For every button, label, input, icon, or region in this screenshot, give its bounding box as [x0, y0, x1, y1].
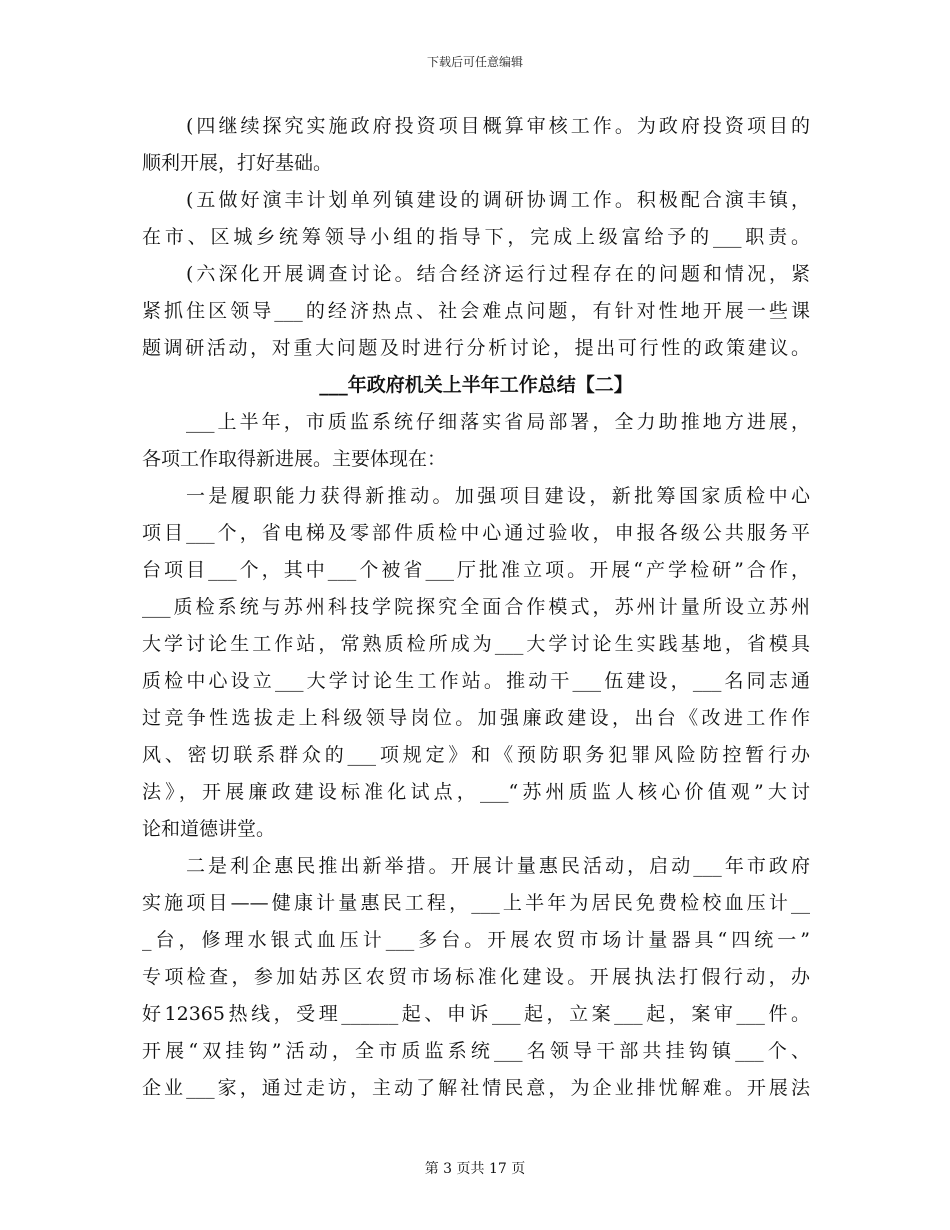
section-title: ___年政府机关上半年工作总结【二】 — [319, 374, 633, 396]
paragraph-line: 风、密切联系群众的___项规定》和《预防职务犯罪风险防控暂行办 — [142, 744, 810, 766]
paragraph-line: ___质检系统与苏州科技学院探究全面合作模式，苏州计量所设立苏州 — [142, 596, 810, 618]
paragraph-line: (四继续探究实施政府投资项目概算审核工作。为政府投资项目的 — [186, 115, 810, 137]
page-header: 下载后可任意编辑 — [426, 55, 523, 69]
paragraph-line: 企业___家，通过走访，主动了解社情民意，为企业排忧解难。开展法 — [142, 1077, 810, 1099]
paragraph-line: 在市、区城乡统筹领导小组的指导下，完成上级富给予的___职责。 — [142, 226, 810, 248]
paragraph-line: 大学讨论生工作站，常熟质检所成为___大学讨论生实践基地，省模具 — [142, 633, 810, 655]
paragraph-line: (六深化开展调查讨论。结合经济运行过程存在的问题和情况，紧 — [186, 263, 810, 285]
paragraph-line: 论和道德讲堂。 — [142, 818, 276, 840]
paragraph-line: 开展“双挂钩”活动，全市质监系统___名领导干部共挂钩镇___个、 — [142, 1040, 810, 1062]
document-body — [142, 108, 810, 1107]
page-number-footer: 第 3 页共 17 页 — [424, 1161, 526, 1177]
paragraph-line: 法》，开展廉政建设标准化试点，___“苏州质监人核心价值观”大讨 — [142, 781, 810, 803]
paragraph-line: _台，修理水银式血压计___多台。开展农贸市场计量器具“四统一” — [142, 929, 810, 951]
paragraph-line: 质检中心设立___大学讨论生工作站。推动干___伍建设，___名同志通 — [142, 670, 810, 692]
paragraph-line: 题调研活动，对重大问题及时进行分析讨论，提出可行性的政策建议。 — [142, 337, 810, 359]
paragraph-line: 过竞争性选拔走上科级领导岗位。加强廉政建设，出台《改进工作作 — [142, 707, 810, 729]
paragraph-line: 紧抓住区领导___的经济热点、社会难点问题，有针对性地开展一些课 — [142, 300, 810, 322]
paragraph-line: (五做好演丰计划单列镇建设的调研协调工作。积极配合演丰镇， — [186, 189, 810, 211]
paragraph-line: 二是利企惠民推出新举措。开展计量惠民活动，启动___年市政府 — [186, 855, 810, 877]
paragraph-line: ___上半年，市质监系统仔细落实省局部署，全力助推地方进展， — [186, 411, 810, 433]
paragraph-line: 项目___个，省电梯及零部件质检中心通过验收，申报各级公共服务平 — [142, 522, 810, 544]
paragraph-line: 好12365热线，受理______起、申诉___起，立案___起，案审___件。 — [142, 1003, 810, 1025]
paragraph-line: 各项工作取得新进展。主要体现在： — [142, 448, 447, 470]
paragraph-line: 台项目___个，其中___个被省___厅批准立项。开展“产学检研”合作， — [142, 559, 810, 581]
paragraph-line: 实施项目——健康计量惠民工程，___上半年为居民免费检校血压计__ — [142, 892, 810, 914]
paragraph-line: 专项检查，参加姑苏区农贸市场标准化建设。开展执法打假行动，办 — [142, 966, 810, 988]
paragraph-line: 顺利开展，打好基础。 — [142, 152, 333, 174]
paragraph-line: 一是履职能力获得新推动。加强项目建设，新批筹国家质检中心 — [186, 485, 810, 507]
